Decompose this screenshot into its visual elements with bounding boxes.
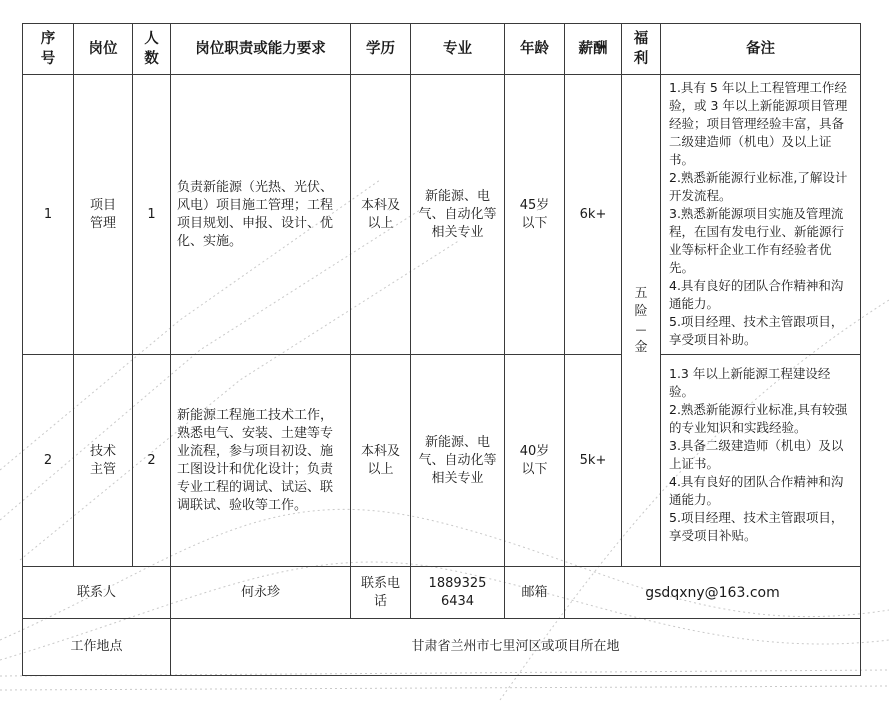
row-notes — [661, 355, 861, 567]
job-table — [22, 23, 861, 676]
table-row — [23, 355, 861, 567]
header-notes: 备注 — [661, 24, 861, 75]
welfare-text: 五 险 — 金 — [634, 285, 648, 355]
header-row — [23, 24, 861, 75]
row-duties: 负责新能源（光热、光伏、风电）项目施工管理；工程项目规划、申报、设计、优化、实施。 — [171, 75, 351, 355]
welfare-cell — [622, 75, 661, 567]
email-label: 邮箱 — [505, 567, 565, 619]
header-position: 岗位 — [74, 24, 133, 75]
row-count: 1 — [133, 75, 171, 355]
contact-label: 联系人 — [23, 567, 171, 619]
row-position: 项目管理 — [74, 75, 133, 355]
note-line: 2.熟悉新能源行业标准,具有较强的专业知识和实践经验。 — [669, 402, 848, 435]
row-salary: 5k+ — [565, 355, 622, 567]
row-seq: 2 — [23, 355, 74, 567]
note-line: 4.具有良好的团队合作精神和沟通能力。 — [669, 278, 844, 311]
row-notes — [661, 75, 861, 355]
row-education: 本科及以上 — [351, 75, 411, 355]
header-age: 年龄 — [505, 24, 565, 75]
row-age: 45岁以下 — [505, 75, 565, 355]
note-line: 4.具有良好的团队合作精神和沟通能力。 — [669, 474, 844, 507]
email-value: gsdqxny@163.com — [565, 567, 861, 619]
header-salary: 薪酬 — [565, 24, 622, 75]
row-education: 本科及以上 — [351, 355, 411, 567]
note-line: 3.具备二级建造师（机电）及以上证书。 — [669, 438, 844, 471]
header-major: 专业 — [411, 24, 505, 75]
row-duties: 新能源工程施工技术工作，熟悉电气、安装、土建等专业流程，参与项目初设、施工图设计和优化设计；负责专业工程的调试、试运、联调联试、验收等工作。 — [171, 355, 351, 567]
contact-name: 何永珍 — [171, 567, 351, 619]
contact-row — [23, 567, 861, 619]
header-education: 学历 — [351, 24, 411, 75]
location-label: 工作地点 — [23, 619, 171, 676]
row-count: 2 — [133, 355, 171, 567]
note-line: 2.熟悉新能源行业标准,了解设计开发流程。 — [669, 170, 848, 203]
table-row — [23, 75, 861, 355]
note-line: 3.熟悉新能源项目实施及管理流程，在国有发电行业、新能源行业等标杆企业工作有经验者优先。 — [669, 206, 845, 275]
row-salary: 6k+ — [565, 75, 622, 355]
header-count: 人 数 — [133, 24, 171, 75]
note-line: 1.3 年以上新能源工程建设经验。 — [669, 366, 831, 399]
note-line: 1.具有 5 年以上工程管理工作经验，或 3 年以上新能源项目管理经验；项目管理经验丰富，具备二级建造师（机电）及以上证书。 — [669, 80, 848, 167]
header-welfare: 福 利 — [622, 24, 661, 75]
location-value: 甘肃省兰州市七里河区或项目所在地 — [171, 619, 861, 676]
phone-value: 18893256434 — [411, 567, 505, 619]
row-position: 技术主管 — [74, 355, 133, 567]
row-major: 新能源、电气、自动化等相关专业 — [411, 75, 505, 355]
location-row — [23, 619, 861, 676]
note-line: 5.项目经理、技术主管跟项目，享受项目补贴。 — [669, 510, 844, 543]
header-duties: 岗位职责或能力要求 — [171, 24, 351, 75]
phone-label: 联系电话 — [351, 567, 411, 619]
row-seq: 1 — [23, 75, 74, 355]
header-seq: 序 号 — [23, 24, 74, 75]
row-age: 40岁以下 — [505, 355, 565, 567]
note-line: 5.项目经理、技术主管跟项目，享受项目补助。 — [669, 314, 844, 347]
row-major: 新能源、电气、自动化等相关专业 — [411, 355, 505, 567]
